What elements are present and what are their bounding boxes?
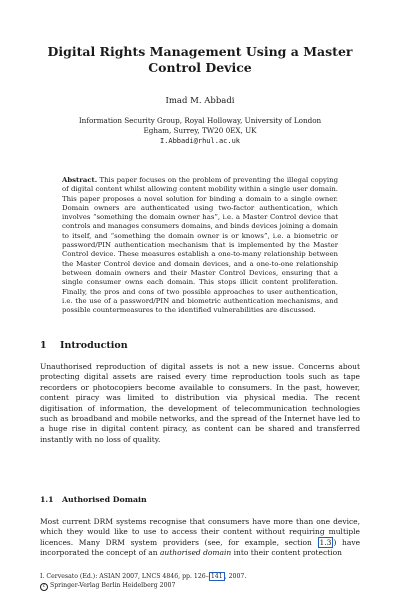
paper-title <box>40 44 360 76</box>
section-title: Introduction <box>60 340 128 351</box>
sub-para-text-1: Most current DRM systems recognise that consumers have more than one device, which they would like to use to access their content without requiring multiple licences. Many DRM system providers (see, for example, section <box>40 517 360 547</box>
subsection-paragraph <box>40 517 360 559</box>
section-number: 1 <box>40 340 47 351</box>
section-cross-reference-link[interactable]: 1.3 <box>319 537 332 547</box>
footer-citation-end: , 2007. <box>224 573 247 580</box>
footer-publisher: Springer-Verlag Berlin Heidelberg 2007 <box>49 581 176 589</box>
footer-citation <box>40 573 360 582</box>
sub-para-text-3: into their content protection <box>231 548 342 558</box>
footer-citation-text: I. Cervesato (Ed.): ASIAN 2007, LNCS 4846, pp. 126– <box>40 573 209 580</box>
page-footer <box>40 573 360 591</box>
affiliation <box>40 116 360 146</box>
footer-copyright <box>40 582 360 591</box>
subsection-heading-authorised-domain <box>40 495 360 505</box>
title-line-2: Control Device <box>148 60 252 75</box>
intro-paragraph: Unauthorised reproduction of digital assets is not a new issue. Concerns about protecting digital assets are raised every time reproduction tools such as tape recorders or photocopiers become available to consumers. In the past, however, content piracy was limited to distribution via physical media. The recent digitisation of information, the development of telecommunication technologies such as broadband and mobile networks, and the spread of the Internet have led to a huge rise in digital content piracy, as content can be shared and transferred instantly with no loss of quality. <box>40 362 360 444</box>
subsection-title: Authorised Domain <box>62 495 147 504</box>
affiliation-line-1: Information Security Group, Royal Holloway, University of London <box>78 116 322 125</box>
subsection-number: 1.1 <box>40 495 54 504</box>
copyright-icon: c <box>40 583 48 591</box>
affiliation-line-2: Egham, Surrey, TW20 0EX, UK <box>143 126 257 135</box>
author-name: Imad M. Abbadi <box>165 96 235 106</box>
abstract-label: Abstract. <box>62 176 98 184</box>
footer-page-link[interactable]: 141 <box>210 573 223 580</box>
section-heading-introduction <box>40 340 360 352</box>
abstract-text: This paper focuses on the problem of preventing the illegal copying of digital content whilst allowing content mobility within a single user domain. This paper proposes a novel solution for binding a domain to a single owner. Domain owners are authenticated using two-factor authentication, which involves “something the domain owner has”, i.e. a Master Control device that controls and manages consumers domains, and binds devices joining a domain to itself, and “something the domain owner is or knows”, i.e. a biometric or password/PIN authentication mechanism that is implemented by the Master Control device. These measures establish a one-to-many relationship between the Master Control device and domain devices, and a one-to-one relationship between domain owners and their Master Control Devices, ensuring that a single consumer owns each domain. This stops illicit content proliferation. Finally, the pros and cons of two possible approaches to user authentication, i.e. the use of a password/PIN and biometric authentication mechanisms, and possible countermeasures to the identified vulnerabilities are discussed. <box>62 176 338 315</box>
abstract <box>62 176 338 315</box>
sub-para-text-2: ) have incorporated the concept of an <box>40 537 361 558</box>
title-line-1: Digital Rights Management Using a Master <box>47 44 353 59</box>
sub-para-italic: authorised domain <box>159 548 232 558</box>
author-email: I.Abbadi@rhul.ac.uk <box>159 137 241 145</box>
